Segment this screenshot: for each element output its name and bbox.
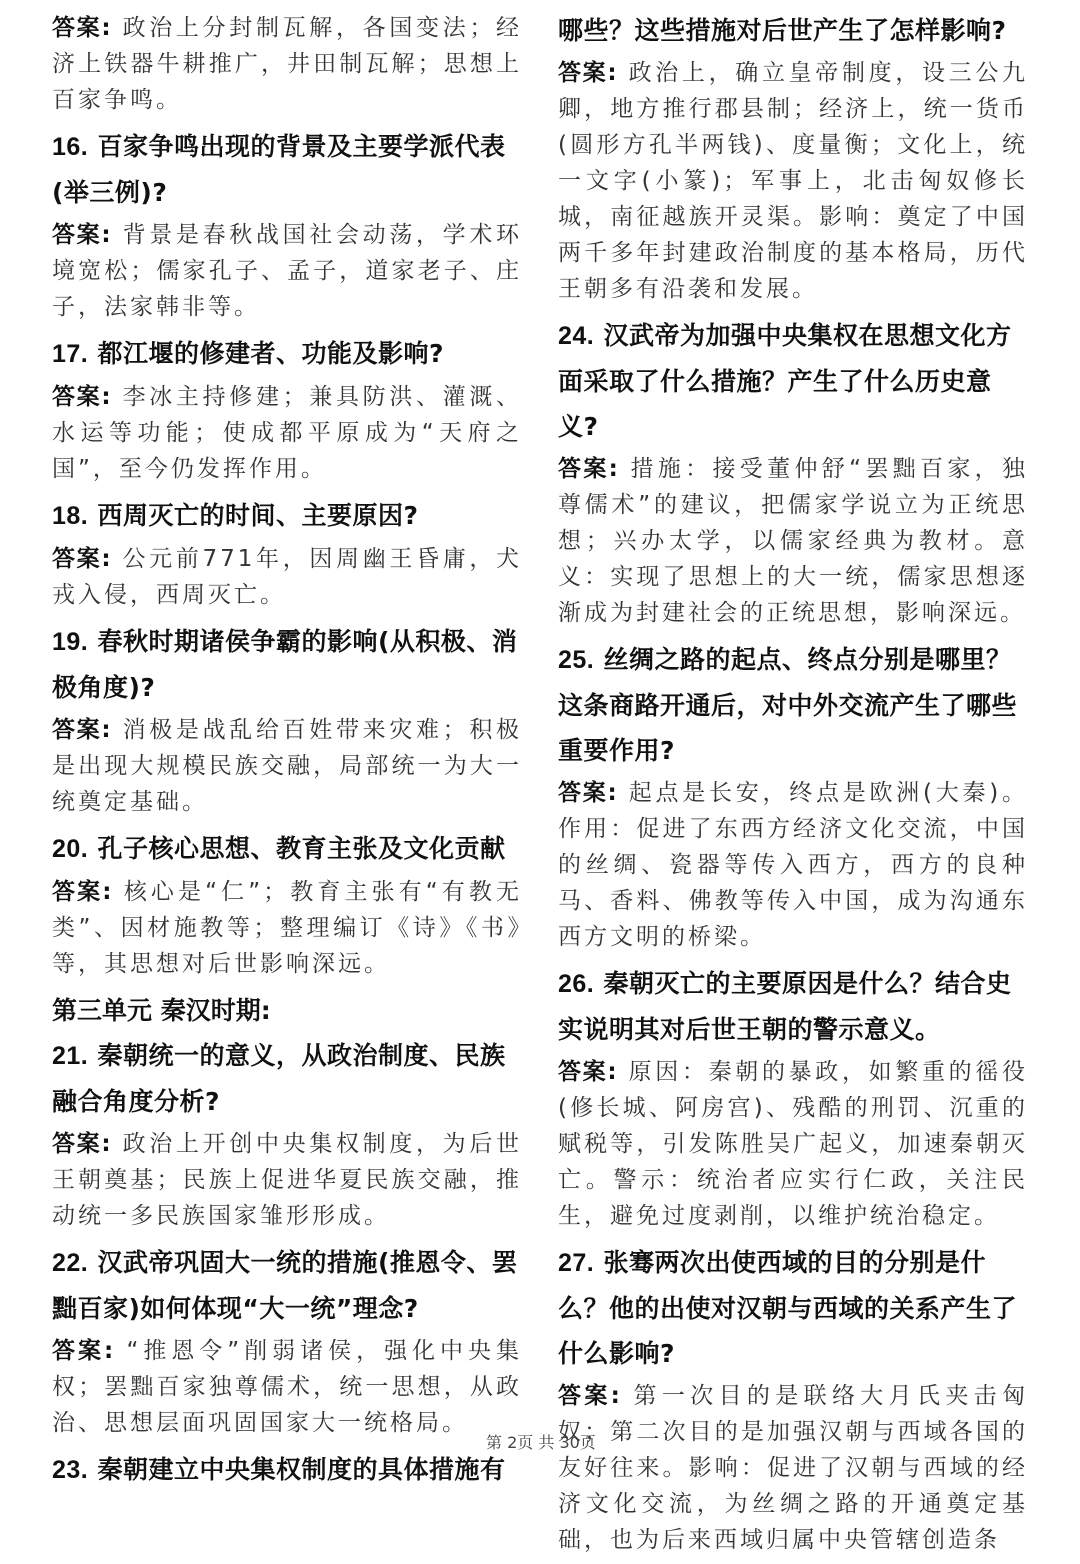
answer-21: 答案: 政治上开创中央集权制度，为后世王朝奠基；民族上促进华夏民族交融，推动统一多民族国家雏形形成。 (52, 1131, 523, 1229)
answer-label: 答案: (558, 780, 618, 806)
question-21: 21. 秦朝统一的意义，从政治制度、民族融合角度分析? (52, 1041, 506, 1116)
answer-19: 答案: 消极是战乱给百姓带来灾难；积极是出现大规模民族交融，局部统一为大一统奠定基础。 (52, 717, 523, 815)
page-footer: 第 2页 共 30页 (486, 1433, 596, 1452)
question-27: 27. 张骞两次出使西域的目的分别是什么？他的出使对汉朝与西域的关系产生了什么影响? (558, 1248, 1018, 1368)
answer-26: 答案: 原因：秦朝的暴政，如繁重的徭役(修长城、阿房宫)、残酷的刑罚、沉重的赋税等，引发陈胜吴广起义，加速秦朝灭亡。警示：统治者应实行仁政，关注民生，避免过度剥削，以维护统治稳定。 (558, 1059, 1029, 1229)
answer-label: 答案: (52, 717, 112, 743)
answer-label: 答案: (558, 1383, 621, 1409)
left-column (52, 0, 522, 1493)
unit-heading: 第三单元 秦汉时期: (52, 996, 271, 1025)
answer-16: 答案: 背景是春秋战国社会动荡，学术环境宽松；儒家孔子、孟子，道家老子、庄子，法家韩非等。 (52, 222, 523, 320)
question-17: 17. 都江堰的修建者、功能及影响? (52, 339, 444, 368)
question-23-continued: 哪些？这些措施对后世产生了怎样影响? (558, 16, 1007, 45)
answer-label: 答案: (52, 879, 113, 905)
question-20: 20. 孔子核心思想、教育主张及文化贡献 (52, 834, 506, 863)
question-18: 18. 西周灭亡的时间、主要原因? (52, 501, 419, 530)
answer-label: 答案: (558, 1059, 618, 1085)
question-25: 25. 丝绸之路的起点、终点分别是哪里？这条商路开通后，对中外交流产生了哪些重要作用? (558, 645, 1018, 765)
answer-label: 答案: (52, 15, 112, 41)
answer-17: 答案: 李冰主持修建；兼具防洪、灌溉、水运等功能；使成都平原成为“天府之国”，至今仍发挥作用。 (52, 384, 523, 482)
question-23: 23. 秦朝建立中央集权制度的具体措施有 (52, 1455, 506, 1484)
answer-label: 答案: (52, 546, 112, 572)
answer-22: 答案: “推恩令”削弱诸侯，强化中央集权；罢黜百家独尊儒术，统一思想，从政治、思想层面巩固国家大一统格局。 (52, 1338, 522, 1436)
right-column (558, 0, 1028, 1564)
answer-label: 答案: (558, 456, 619, 482)
answer-25: 答案: 起点是长安，终点是欧洲(大秦)。作用：促进了东西方经济文化交流，中国的丝绸、瓷器等传入西方，西方的良种马、香料、佛教等传入中国，成为沟通东西方文明的桥梁。 (558, 780, 1029, 950)
question-26: 26. 秦朝灭亡的主要原因是什么？结合史实说明其对后世王朝的警示意义。 (558, 969, 1012, 1044)
answer-24: 答案: 措施：接受董仲舒“罢黜百家，独尊儒术”的建议，把儒家学说立为正统思想；兴办太学，以儒家经典为教材。意义：实现了思想上的大一统，儒家思想逐渐成为封建社会的正统思想，影响深远。 (558, 456, 1028, 626)
question-22: 22. 汉武帝巩固大一统的措施(推恩令、罢黜百家)如何体现“大一统”理念? (52, 1248, 518, 1323)
answer-label: 答案: (558, 60, 618, 86)
question-24: 24. 汉武帝为加强中央集权在思想文化方面采取了什么措施？产生了什么历史意义? (558, 321, 1012, 441)
question-16: 16. 百家争鸣出现的背景及主要学派代表(举三例)? (52, 132, 506, 207)
answer-label: 答案: (52, 384, 112, 410)
answer-label: 答案: (52, 1131, 112, 1157)
answer-27: 答案: 第一次目的是联络大月氏夹击匈奴；第二次目的是加强汉朝与西域各国的友好往来。影响：促进了汉朝与西域的经济文化交流，为丝绸之路的开通奠定基础，也为后来西域归属中央管辖创造条 (558, 1383, 1029, 1553)
answer-23: 答案: 政治上，确立皇帝制度，设三公九卿，地方推行郡县制；经济上，统一货币(圆形方孔半两钱)、度量衡；文化上，统一文字(小篆)；军事上，北击匈奴修长城，南征越族开灵渠。影响：奠定了中国两千多年封建政治制度的基本格局，历代王朝多有沿袭和发展。 (558, 60, 1029, 302)
answer-15: 答案: 政治上分封制瓦解，各国变法；经济上铁器牛耕推广，井田制瓦解；思想上百家争鸣。 (52, 15, 523, 113)
answer-label: 答案: (52, 222, 112, 248)
answer-20: 答案: 核心是“仁”；教育主张有“有教无类”、因材施教等；整理编订《诗》《书》等，其思想对后世影响深远。 (52, 879, 523, 977)
answer-label: 答案: (52, 1338, 115, 1364)
answer-18: 答案: 公元前771年，因周幽王昏庸，犬戎入侵，西周灭亡。 (52, 546, 523, 608)
question-19: 19. 春秋时期诸侯争霸的影响(从积极、消极角度)? (52, 627, 518, 702)
